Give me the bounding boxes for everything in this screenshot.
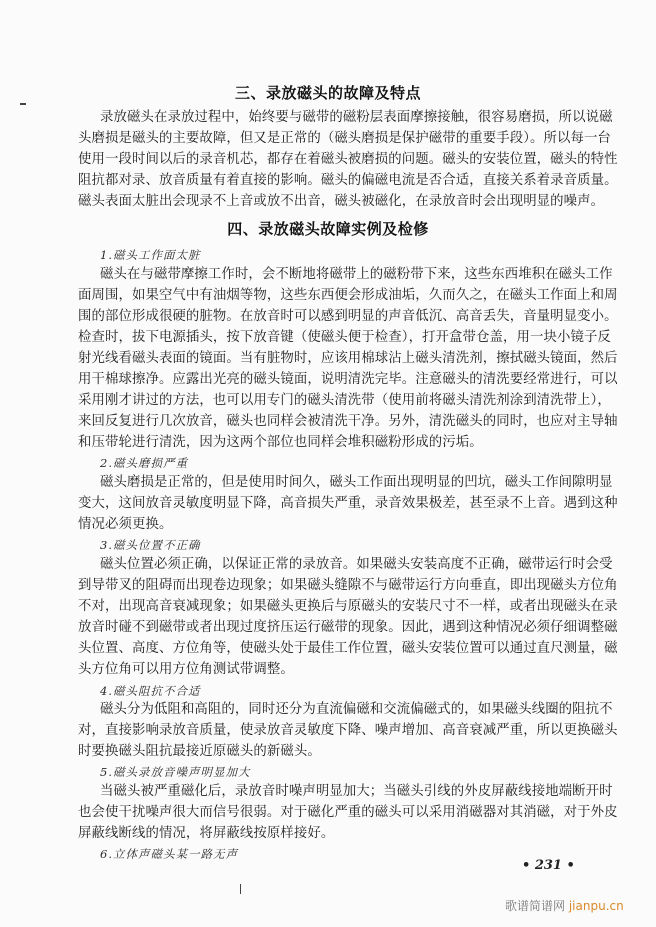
body-line: 采用刚才讲过的方法，也可以用专门的磁头清洗带（使用前将磁头清洗剂涂到清洗带上）， [78,393,611,408]
section-heading-3: 三、录放磁头的故障及特点 [234,84,421,102]
watermark-en: jianpu.cn [568,899,624,913]
body-line: 磁头位置必须正确，以保证正常的录放音。如果磁头安装高度不正确，磁带运行时会受 [100,557,613,572]
item-title: 1.磁头工作面太脏 [100,248,201,262]
body-line: 到导带叉的阻碍而出现卷边现象；如果磁头缝隙不与磁带运行方向垂直，即出现磁头方位角 [78,578,618,593]
body-line: 屏蔽线断线的情况，将屏蔽线按原样接好。 [78,826,335,841]
body-line: 磁头表面太脏出会现录不上音或放不出音，磁头被磁化，在录放音时会出现明显的噪声。 [78,194,605,209]
body-line: 磁头在与磁带摩擦工作时，会不断地将磁带上的磁粉带下来，这些东西堆积在磁头工作 [100,267,613,282]
body-line: 也会使干扰噪声很大而信号很弱。对于磁化严重的磁头可以采用消磁器对其消磁，对于外皮 [78,805,618,820]
item-title: 5.磁头录放音噪声明显加大 [100,765,251,779]
body-line: 放音时碰不到磁带或者出现过度挤压运行磁带的现象。因此，遇到这种情况必须仔细调整磁 [78,620,618,635]
item-title: 2.磁头磨损严重 [100,456,188,470]
item-title: 4.磁头阻抗不合适 [100,684,201,698]
scan-speck [20,103,26,105]
item-title: 6.立体声磁头某一路无声 [100,847,238,861]
body-line: 磁头磨损是正常的，但是使用时间久，磁头工作面出现明显的凹坑，磁头工作间隙明显 [100,475,613,490]
body-line: 用干棉球擦净。应露出光亮的磁头镜面，说明清洗完毕。注意磁头的清洗要经常进行，可以 [78,372,618,387]
body-line: 头位置、高度、方位角等，使磁头处于最佳工作位置，磁头安装位置可以通过直尺测量，磁 [78,641,618,656]
body-line: 面周围，如果空气中有油烟等物，这些东西便会形成油垢，久而久之，在磁头工作面上和周 [78,288,618,303]
body-line: 磁头分为低阻和高阻的，同时还分为直流偏磁和交流偏磁式的，如果磁头线圈的阻抗不 [100,702,613,717]
body-line: 射光线看磁头表面的镜面。当有脏物时，应该用棉球沾上磁头清洗剂，擦拭磁头镜面，然后 [78,351,618,366]
item-title: 3.磁头位置不正确 [100,538,201,552]
body-line: 变大，这间放音灵敏度明显下降，高音损失严重，录音效果极差，甚至录不上音。遇到这种 [78,496,618,511]
body-line: 时要换磁头阻抗最接近原磁头的新磁头。 [78,744,321,759]
body-line: 对，直接影响录放音质量，使录放音灵敏度下降、噪声增加、高音衰减严重，所以更换磁头 [78,723,618,738]
page-number: • 231 • [522,858,575,873]
body-line: 头磨损是磁头的主要故障，但又是正常的（磁头磨损是保护磁带的重要手段）。所以每一台 [78,131,611,146]
scan-speck [240,884,241,894]
section-heading-4: 四、录放磁头故障实例及检修 [227,220,429,238]
body-line: 当磁头被严重磁化后，录放音时噪声明显加大；当磁头引线的外皮屏蔽线接地端断开时 [100,784,613,799]
body-line: 来回反复进行几次放音，磁头也同样会被清洗干净。另外，清洗磁头的同时，也应对主导轴 [78,414,618,429]
body-line: 阻抗都对录、放音质量有着直接的影响。磁头的偏磁电流是否合适，直接关系着录音质量。 [78,173,618,188]
watermark-cn: 歌谱简谱网 [505,899,566,913]
body-line: 使用一段时间以后的录音机芯，都存在着磁头被磨损的问题。磁头的安装位置，磁头的特性 [78,152,618,167]
watermark [505,897,624,914]
body-line: 头方位角可以用方位角测试带调整。 [78,662,294,677]
body-line: 和压带轮进行清洗，因为这两个部位也同样会堆积磁粉形成的污垢。 [78,435,483,450]
body-line: 录放磁头在录放过程中，始终要与磁带的磁粉层表面摩擦接触，很容易磨损，所以说磁 [100,110,613,125]
body-line: 围的部位形成很硬的脏物。在放音时可以感到明显的声音低沉、高音丢失，音量明显变小。 [78,309,618,324]
body-line: 检查时，拔下电源插头，按下放音键（使磁头便于检查），打开盒带仓盖，用一块小镜子反 [78,330,611,345]
body-line: 不对，出现高音衰减现象；如果磁头更换后与原磁头的安装尺寸不一样，或者出现磁头在录 [78,599,618,614]
body-line: 情况必须更换。 [78,517,173,532]
